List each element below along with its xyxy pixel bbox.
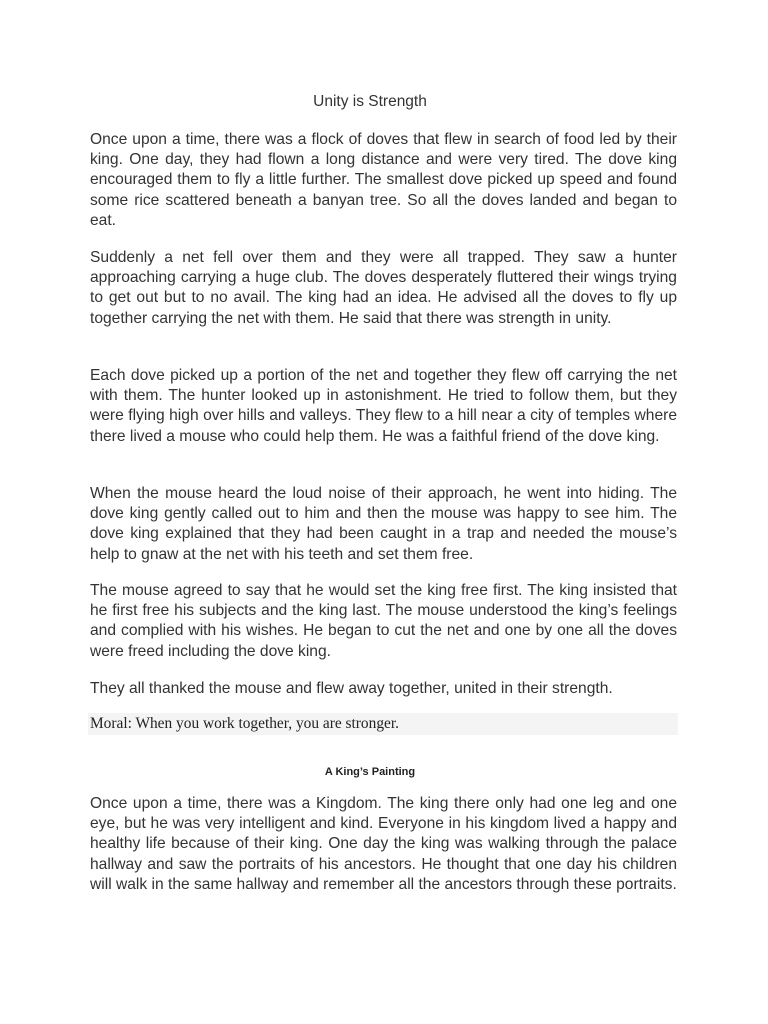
story-title: Unity is Strength	[313, 93, 427, 110]
story-paragraph: Each dove picked up a portion of the net and together they flew off carrying the net with them. The hunter looked up in astonishment. He tried to follow them, but they were flying high over hills and valleys. They flew to a hill near a city of temples where there lived a mouse who could help them. He was a faithful friend of the dove king.	[90, 367, 677, 445]
story-paragraph: When the mouse heard the loud noise of their approach, he went into hiding. The dove king gently called out to him and then the mouse was happy to see him. The dove king explained that they had been caught in a trap and needed the mouse’s help to gnaw at the net with his teeth and set them free.	[90, 485, 677, 563]
story-paragraph: They all thanked the mouse and flew away together, united in their strength.	[90, 680, 613, 697]
moral-line: Moral: When you work together, you are stronger.	[88, 713, 678, 735]
story-subtitle: A King’s Painting	[324, 766, 416, 778]
story-paragraph: Suddenly a net fell over them and they were all trapped. They saw a hunter approaching carrying a huge club. The doves desperately fluttered their wings trying to get out but to no avail. The king had an idea. He advised all the doves to fly up together carrying the net with them. He said that there was strength in unity.	[90, 249, 677, 327]
story-paragraph: Once upon a time, there was a flock of doves that flew in search of food led by their king. One day, they had flown a long distance and were very tired. The dove king encouraged them to fly a little further. The smallest dove picked up speed and found some rice scattered beneath a banyan tree. So all the doves landed and began to eat.	[90, 131, 677, 229]
story-paragraph: Once upon a time, there was a Kingdom. The king there only had one leg and one eye, but he was very intelligent and kind. Everyone in his kingdom lived a happy and healthy life because of their king. One day the king was walking through the palace hallway and saw the portraits of his ancestors. He thought that one day his children will walk in the same hallway and remember all the ancestors through these portraits.	[90, 795, 677, 893]
story-paragraph: The mouse agreed to say that he would set the king free first. The king insisted that he first free his subjects and the king last. The mouse understood the king’s feelings and complied with his wishes. He began to cut the net and one by one all the doves were freed including the dove king.	[90, 582, 677, 660]
